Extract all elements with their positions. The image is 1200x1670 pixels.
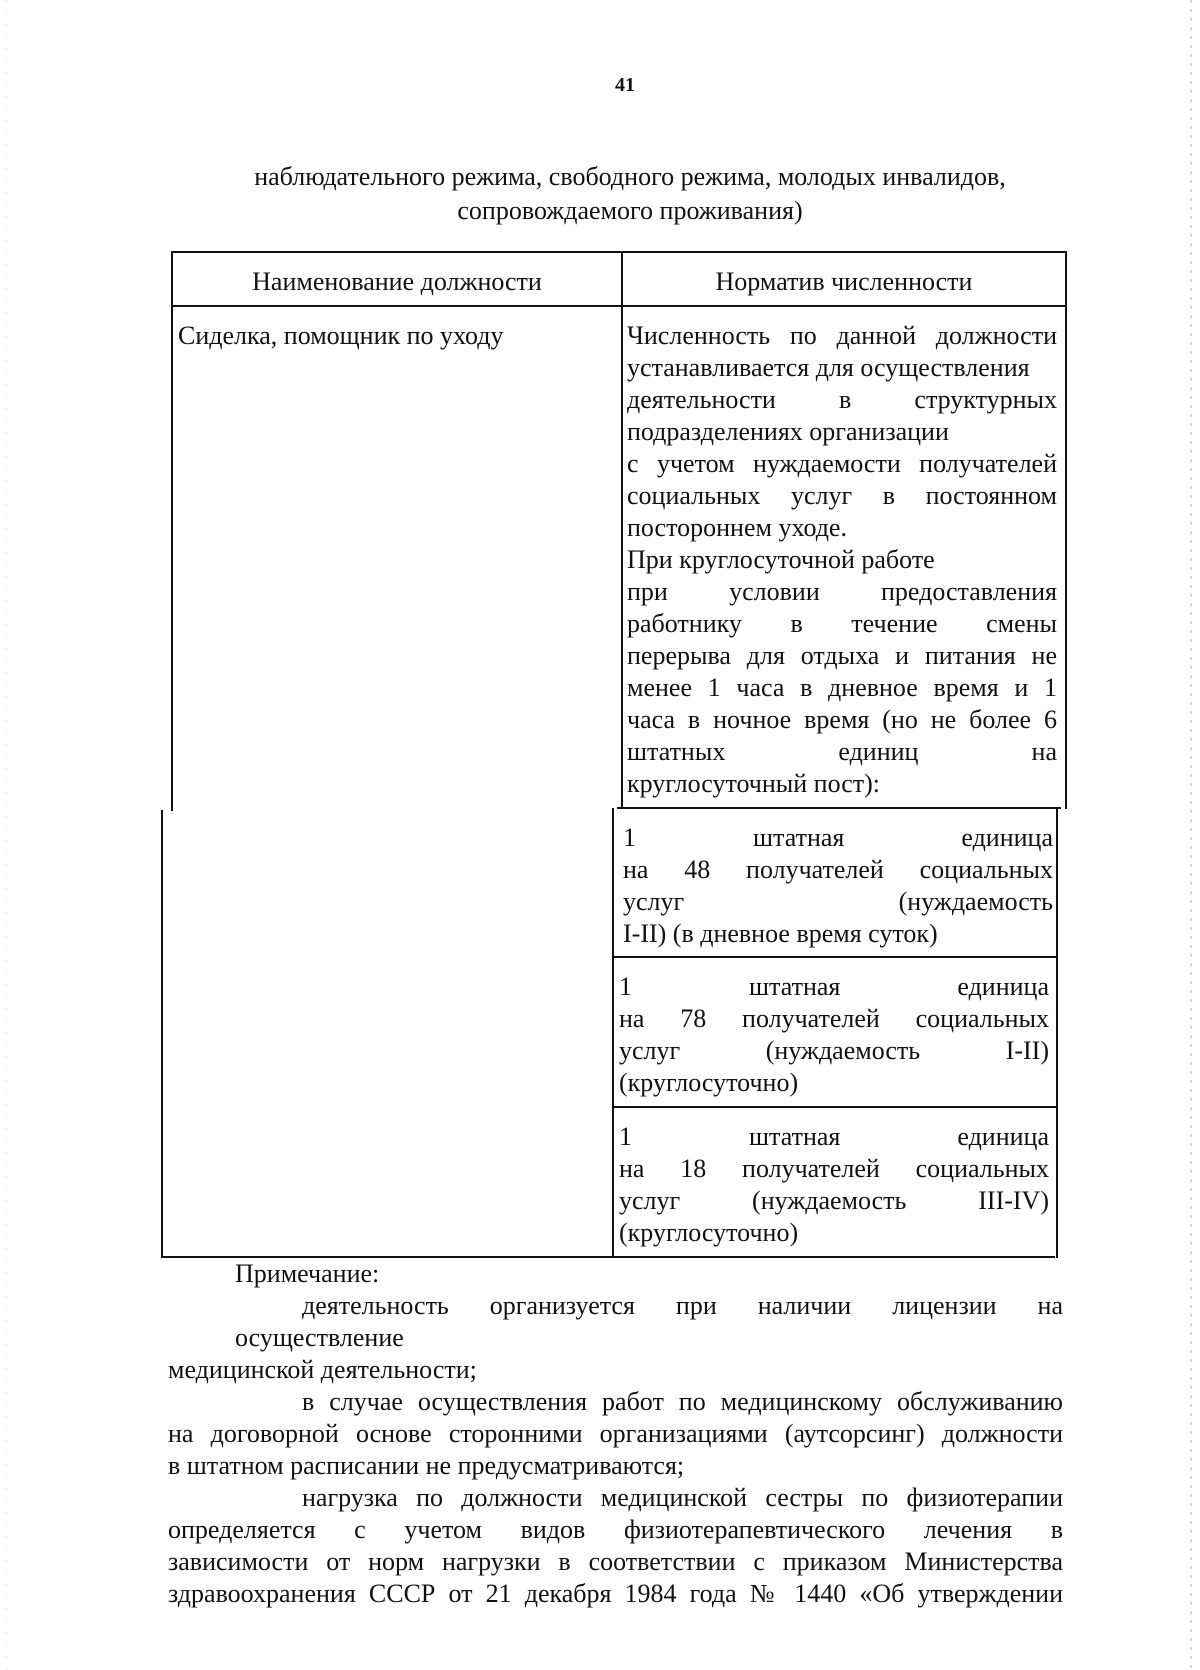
table-border-left-lower	[161, 810, 163, 1258]
table-sub-divider	[617, 807, 1061, 809]
sub-norm-3	[619, 1121, 1049, 1249]
notes-title: Примечание:	[235, 1259, 380, 1288]
sub-norm-line: на 48 получателей социальных	[623, 855, 1053, 884]
table-column-divider	[621, 251, 623, 809]
norm-line: Численность по данной должности	[627, 321, 1057, 350]
sub-norm-2	[619, 971, 1049, 1099]
table-border-left	[171, 251, 173, 811]
norm-line: штатных единиц на	[627, 737, 1057, 766]
table-border-right-lower	[1056, 808, 1058, 1258]
sub-norm-line: 1 штатная единица	[619, 1122, 1049, 1151]
norm-line: часа в ночное время (но не более 6	[627, 705, 1057, 734]
note-line: здравоохранения СССР от 21 декабря 1984 года № 1440 «Об утверждении	[168, 1579, 1063, 1608]
note-paragraph	[168, 1290, 1063, 1386]
note-line: определяется с учетом видов физиотерапевтического лечения в	[168, 1515, 1063, 1544]
note-line: в штатном расписании не предусматриваются;	[168, 1451, 685, 1480]
sub-norm-line: услуг (нуждаемость III-IV)	[619, 1186, 1049, 1215]
norm-line: с учетом нуждаемости получателей	[627, 449, 1057, 478]
header-norm: Норматив численности	[715, 267, 973, 296]
note-paragraph	[168, 1386, 1063, 1482]
table-column-divider-lower	[612, 808, 614, 1258]
sub-norm-line: услуг (нуждаемость	[623, 887, 1053, 916]
norm-line: работнику в течение смены	[627, 609, 1057, 638]
norm-line: деятельности в структурных	[627, 385, 1057, 414]
norm-line: подразделениях организации	[627, 417, 949, 446]
norm-line: постороннем уходе.	[627, 513, 847, 542]
sub-norm-line: (круглосуточно)	[619, 1218, 799, 1247]
main-norm-text	[627, 320, 1057, 800]
note-paragraph	[168, 1482, 1063, 1610]
table-sub-divider	[612, 956, 1058, 958]
sub-norm-line: 1 штатная единица	[619, 972, 1049, 1001]
sub-norm-line: (круглосуточно)	[619, 1068, 799, 1097]
notes-section	[168, 1258, 1063, 1610]
note-line: нагрузка по должности медицинской сестры по физиотерапии	[302, 1483, 1063, 1512]
heading-line: сопровождаемого проживания)	[457, 196, 803, 225]
table-border-right	[1065, 251, 1067, 809]
scan-edge-artifact-left	[6, 0, 7, 1670]
note-line: на договорной основе сторонними организациями (аутсорсинг) должности	[168, 1419, 1063, 1448]
sub-norm-line: I-II) (в дневное время суток)	[623, 919, 938, 948]
norm-line: социальных услуг в постоянном	[627, 481, 1057, 510]
norm-line: перерыва для отдыха и питания не	[627, 641, 1057, 670]
sub-norm-line: услуг (нуждаемость I-II)	[619, 1036, 1049, 1065]
sub-norm-line: на 78 получателей социальных	[619, 1004, 1049, 1033]
table-sub-divider	[612, 1106, 1057, 1108]
norm-line: круглосуточный пост):	[627, 769, 881, 798]
norm-line: менее 1 часа в дневное время и 1	[627, 673, 1057, 702]
sub-norm-1	[623, 822, 1053, 950]
note-line: зависимости от норм нагрузки в соответствии с приказом Министерства	[168, 1547, 1063, 1576]
scan-edge-artifact	[1190, 0, 1192, 1670]
header-position: Наименование должности	[252, 267, 542, 296]
position-name: Сиделка, помощник по уходу	[178, 321, 504, 350]
sub-norm-line: 1 штатная единица	[623, 823, 1053, 852]
table-border-top	[173, 251, 1067, 253]
note-line: медицинской деятельности;	[168, 1355, 477, 1384]
heading-line: наблюдательного режима, свободного режима, молодых инвалидов,	[254, 162, 1006, 191]
section-heading	[200, 160, 1060, 228]
sub-norm-line: на 18 получателей социальных	[619, 1154, 1049, 1183]
norm-line: при условии предоставления	[627, 577, 1057, 606]
table-header-divider	[173, 305, 1067, 307]
note-line: деятельность организуется при наличии лицензии на осуществление	[235, 1291, 1063, 1352]
page-number: 41	[615, 74, 635, 96]
norm-line: При круглосуточной работе	[627, 545, 935, 574]
note-line: в случае осуществления работ по медицинскому обслуживанию	[302, 1387, 1063, 1416]
norm-line: устанавливается для осуществления	[627, 353, 1030, 382]
